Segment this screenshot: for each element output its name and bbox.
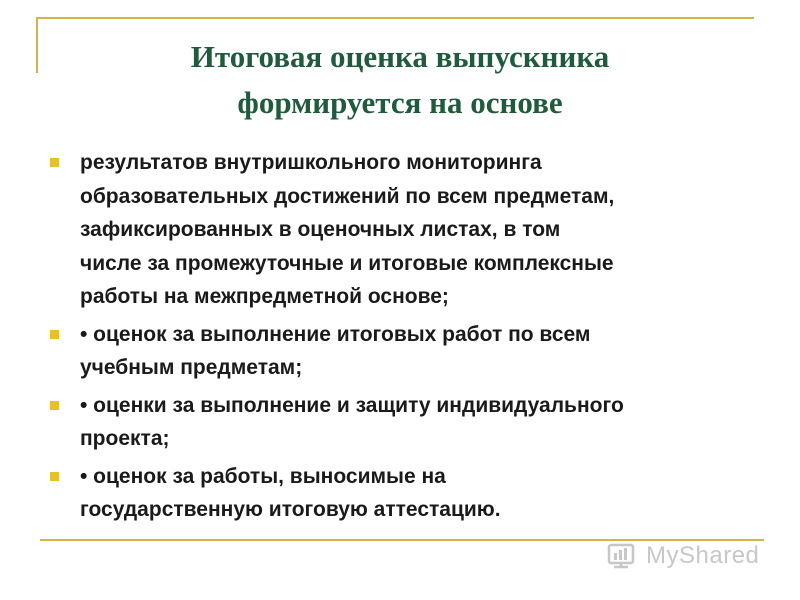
square-bullet-icon bbox=[50, 472, 59, 481]
bullet-line: государственную итоговую аттестацию. bbox=[80, 498, 501, 521]
watermark-text: MyShared bbox=[646, 542, 760, 569]
bullet-list bbox=[48, 146, 778, 531]
square-bullet-icon bbox=[50, 158, 59, 167]
frame-left-line bbox=[36, 17, 38, 73]
bullet-line: работы на межпредметной основе; bbox=[80, 285, 449, 308]
bullet-item bbox=[48, 389, 778, 456]
frame-top-line bbox=[36, 17, 754, 19]
bullet-line: учебным предметам; bbox=[80, 356, 303, 379]
title-line: формируется на основе bbox=[237, 85, 563, 120]
title-line: Итоговая оценка выпускника bbox=[190, 39, 610, 74]
bullet-line: • оценок за выполнение итоговых работ по всем bbox=[80, 322, 591, 346]
square-bullet-icon bbox=[50, 401, 59, 410]
bullet-line: образовательных достижений по всем предметам, bbox=[80, 184, 615, 208]
bullet-item bbox=[48, 460, 778, 527]
bullet-item bbox=[48, 318, 778, 385]
watermark bbox=[606, 536, 759, 576]
bullet-line: числе за промежуточные и итоговые комплексные bbox=[80, 251, 614, 275]
bullet-line: проекта; bbox=[80, 427, 170, 450]
bullet-line: зафиксированных в оценочных листах, в том bbox=[80, 218, 561, 241]
bullet-line: результатов внутришкольного мониторинга bbox=[80, 151, 542, 174]
bullet-line: • оценки за выполнение и защиту индивидуального bbox=[80, 393, 624, 417]
myshared-logo-icon bbox=[606, 539, 640, 573]
square-bullet-icon bbox=[50, 330, 59, 339]
bullet-item bbox=[48, 146, 778, 314]
bullet-line: • оценок за работы, выносимые на bbox=[80, 464, 446, 488]
slide-title bbox=[40, 34, 760, 126]
